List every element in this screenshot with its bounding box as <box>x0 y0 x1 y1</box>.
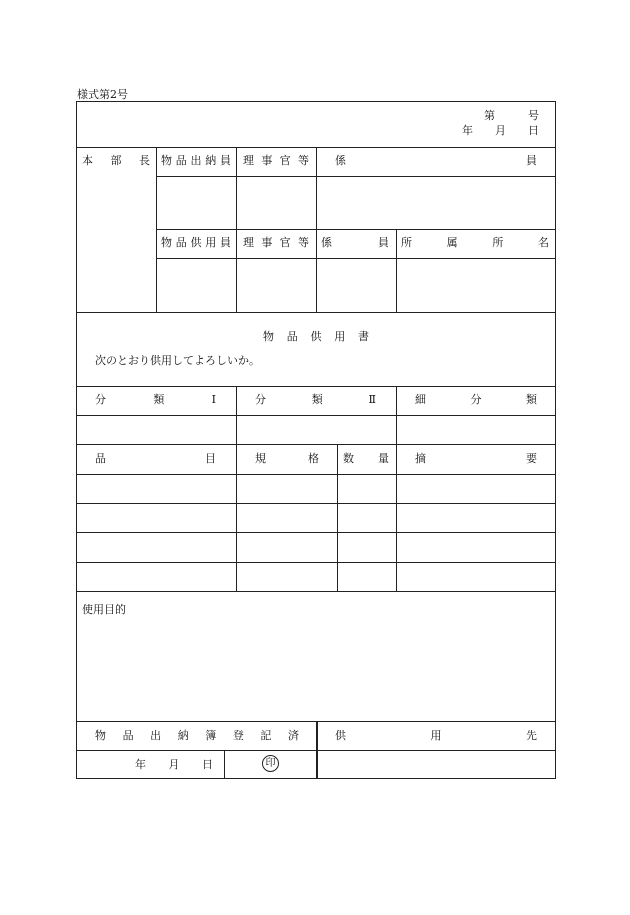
issuing-officer-label: 物 品 出 納 員 <box>161 154 231 167</box>
divider <box>236 147 237 312</box>
request-text: 次のとおり供用してよろしいか。 <box>95 354 260 367</box>
divider <box>76 415 556 416</box>
divider <box>316 721 318 779</box>
divider <box>156 176 556 177</box>
divider <box>224 750 225 779</box>
divider <box>76 312 556 313</box>
class2-label: 分 類 Ⅱ <box>255 393 376 406</box>
seal-mark: 印 <box>262 755 279 772</box>
form-number: 様式第2号 <box>77 88 128 101</box>
divider <box>236 386 237 591</box>
using-officer-label: 物 品 供 用 員 <box>161 236 231 249</box>
quantity-column-header: 数 量 <box>343 452 389 465</box>
director-label: 理 事 官 等 <box>243 236 309 249</box>
divider <box>156 147 157 312</box>
item-column-header: 品 目 <box>95 452 216 465</box>
number-label: 第 号 <box>484 109 539 122</box>
divider <box>76 562 556 563</box>
divider <box>76 444 556 445</box>
class1-label: 分 類 Ⅰ <box>95 393 216 406</box>
destination-label: 供 用 先 <box>335 729 537 742</box>
divider <box>156 229 556 230</box>
dept-head-label: 本 部 長 <box>82 154 150 167</box>
divider <box>76 386 556 387</box>
director-label: 理 事 官 等 <box>243 154 309 167</box>
footer-date-label: 年 月 日 <box>135 758 213 771</box>
affiliation-label: 所 属 所 名 <box>401 236 549 249</box>
divider <box>156 258 556 259</box>
divider <box>396 386 397 591</box>
divider <box>337 444 338 591</box>
clerk-label: 係 員 <box>335 154 537 167</box>
divider <box>396 229 397 312</box>
ledger-label: 物 品 出 納 簿 登 記 済 <box>95 729 299 742</box>
document-title: 物 品 供 用 書 <box>263 330 369 343</box>
divider <box>76 591 556 592</box>
clerk-label: 係 員 <box>321 236 389 249</box>
date-label: 年 月 日 <box>462 124 539 137</box>
subclass-label: 細 分 類 <box>415 393 537 406</box>
divider <box>76 474 556 475</box>
divider <box>316 147 317 312</box>
spec-column-header: 規 格 <box>255 452 319 465</box>
purpose-label: 使用目的 <box>82 603 126 616</box>
divider <box>76 532 556 533</box>
divider <box>76 503 556 504</box>
remarks-column-header: 摘 要 <box>415 452 537 465</box>
